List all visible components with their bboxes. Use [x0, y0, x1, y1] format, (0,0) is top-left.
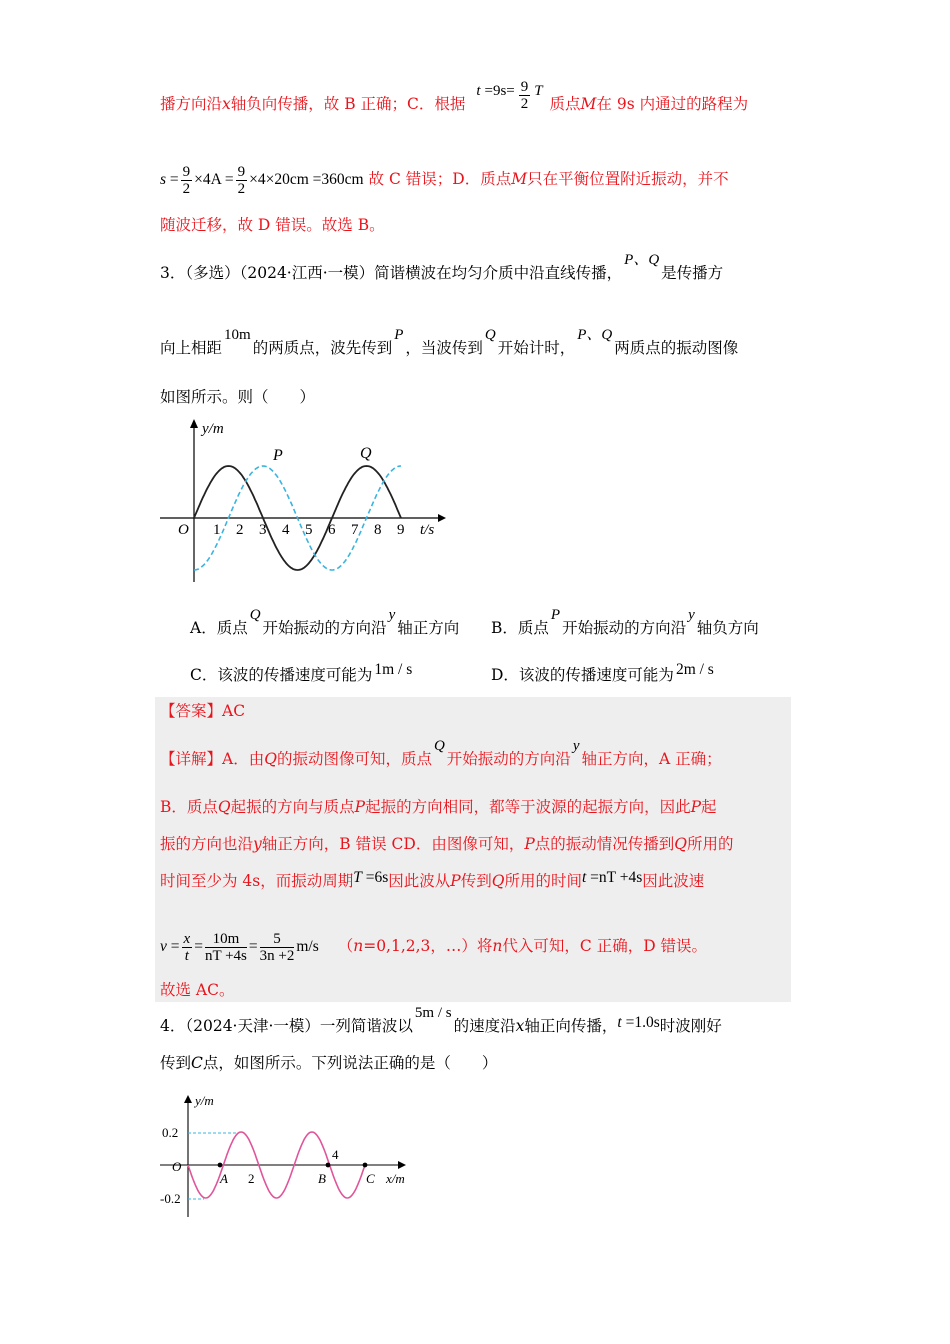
q3-tick-3: 3	[259, 522, 267, 538]
q4-ylabel: y/m	[195, 1093, 214, 1108]
q4-ytick-neg: -0.2	[160, 1191, 181, 1206]
q3-tick-6: 6	[328, 522, 336, 538]
q4-point-a	[218, 1163, 223, 1168]
q4-label-b: B	[318, 1171, 326, 1186]
q3-option-a[interactable]: A．质点Q开始振动的方向沿y轴正方向	[190, 607, 460, 637]
q3-option-d[interactable]: D．该波的传播速度可能为 2m / s	[491, 661, 714, 684]
q4-xtick-2: 2	[248, 1171, 255, 1186]
q4-xtick-4: 4	[332, 1147, 339, 1162]
detail-line-4: 时间至少为 4s，而振动周期T =6s因此波从P传到Q所用的时间t =nT +4s因此波速	[160, 869, 705, 890]
q4-point-c	[363, 1163, 368, 1168]
q3-label-p: P	[273, 447, 283, 464]
answer-line: 【答案】AC	[160, 702, 246, 720]
q3-tick-2: 2	[236, 522, 244, 538]
q3-stem-line-3: 如图所示。则（ ）	[160, 388, 316, 406]
q4-stem-line-2: 传到C点，如图所示。下列说法正确的是（ ）	[160, 1054, 498, 1072]
q4-xlabel: x/m	[386, 1171, 405, 1186]
q3-tick-5: 5	[305, 522, 313, 538]
q3-stem-line-2: 向上相距10m的两质点，波先传到P，当波传到Q开始计时，P、Q两质点的振动图像	[160, 327, 739, 357]
prev-solution-line-2: s = $\frac{9}{2}$ ×4A = $\frac{9}{2}$ ×4×20cm =360cm 故 C 错误；D．质点M只在平衡位置附近振动，并不	[160, 164, 729, 197]
q3-tick-9: 9	[397, 522, 405, 538]
detail-line-2: B．质点Q起振的方向与质点P起振的方向相同，都等于波源的起振方向，因此P起	[160, 798, 717, 816]
q3-option-c[interactable]: C．该波的传播速度可能为 1m / s	[190, 661, 413, 684]
q4-wave-graph	[150, 1085, 420, 1225]
q3-vibration-graph	[150, 410, 460, 590]
q3-tick-1: 1	[213, 522, 221, 538]
q4-ytick-pos: 0.2	[162, 1125, 179, 1140]
q3-tick-4: 4	[282, 522, 290, 538]
q3-tick-labels	[213, 522, 405, 538]
detail-line-6: 故选 AC。	[160, 981, 235, 999]
prev-solution-line-1: 播方向沿x轴负向传播，故 B 正确；C．根据 t =9s= $\frac{9}{2}$ T 质点M在 9s 内通过的路程为	[160, 79, 749, 114]
q3-tick-7: 7	[351, 522, 359, 538]
q4-label-a: A	[220, 1171, 228, 1186]
q3-ylabel: y/m	[202, 421, 224, 437]
q3-origin: O	[178, 522, 189, 538]
q4-stem-line-1: 4．（2024·天津·一模）一列简谐波以5m / s的速度沿x轴正向传播，t =1.0s时波刚好	[160, 1005, 722, 1035]
q3-tick-8: 8	[374, 522, 382, 538]
q4-origin: O	[172, 1159, 182, 1174]
detail-line-3: 振的方向也沿y轴正方向，B 错误 CD．由图像可知，P点的振动情况传播到Q所用的	[160, 835, 734, 853]
q3-label-q: Q	[360, 445, 372, 462]
prev-solution-line-3: 随波迁移，故 D 错误。故选 B。	[160, 216, 385, 234]
detail-line-1: 【详解】A．由Q的振动图像可知，质点Q开始振动的方向沿y轴正方向，A 正确；	[160, 738, 722, 768]
q4-point-b	[326, 1163, 331, 1168]
q3-xlabel: t/s	[420, 522, 435, 538]
q3-option-b[interactable]: B．质点P开始振动的方向沿y轴负方向	[491, 607, 759, 637]
detail-line-5: v = $\frac{x}{t}$ = $\frac{10m}{nT +4s}$ = $\frac{5}{3n +2}$ m/s （n=0,1,2,3，…）将n代入可知，C 正确，D 错误。	[160, 931, 708, 964]
q4-label-c: C	[366, 1171, 375, 1186]
q3-stem-line-1: 3．（多选）（2024·江西·一模）简谐横波在均匀介质中沿直线传播，P、Q是传播方	[160, 252, 724, 282]
